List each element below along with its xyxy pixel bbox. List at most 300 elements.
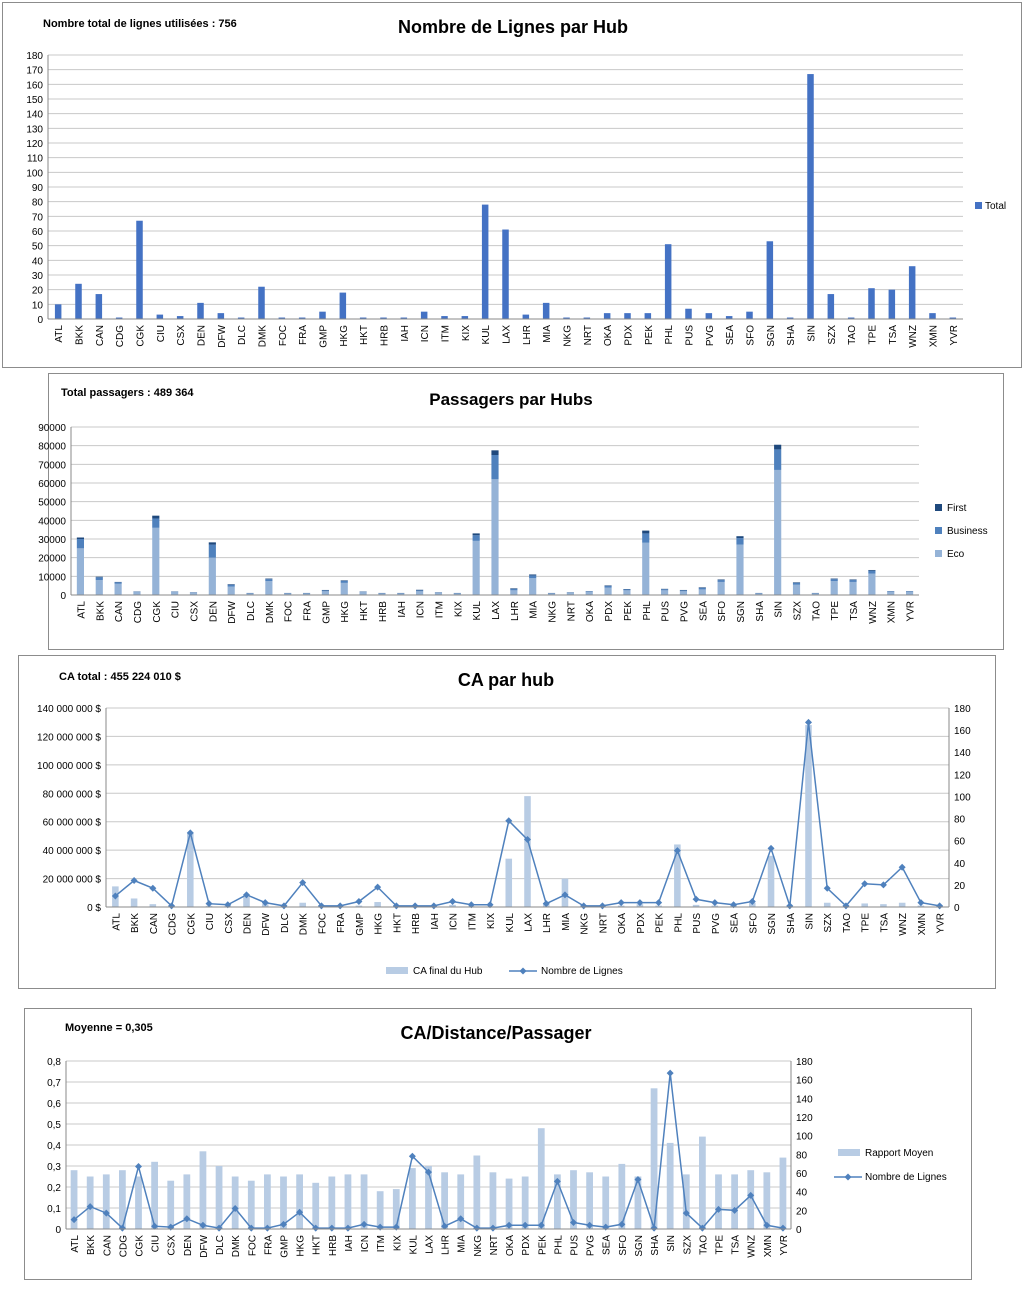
bar-eco-atl (77, 548, 84, 595)
bar-tpe (861, 903, 868, 907)
x-tick-label: DLC (215, 1235, 227, 1256)
x-tick-label: PDX (521, 1235, 533, 1256)
y-tick-label: 0 $ (87, 903, 101, 914)
bar-nkg (473, 1156, 480, 1230)
x-tick-label: TAO (841, 913, 853, 933)
bar-pek (645, 313, 652, 319)
x-tick-label: SGN (767, 913, 779, 935)
x-tick-label: DEN (196, 325, 208, 347)
legend-label: Business (947, 526, 988, 537)
x-tick-label: IAH (343, 1235, 355, 1252)
bar-hkg (374, 902, 381, 907)
y-tick-label: 0,1 (47, 1204, 61, 1215)
bar-icn (361, 1174, 368, 1229)
x-tick-label: PVG (585, 1235, 597, 1257)
bar-eco-cgk (152, 528, 159, 595)
legend-swatch (935, 527, 942, 534)
bar-sgn (768, 856, 775, 907)
bar-nrt (490, 1172, 497, 1229)
x-tick-label: CSX (176, 325, 188, 346)
bar-business-pdx (604, 586, 611, 587)
x-tick-label: WNZ (908, 325, 920, 348)
bar-sin (805, 725, 812, 907)
x-tick-label: HRB (377, 601, 389, 623)
bar-eco-bkk (96, 580, 103, 595)
x-tick-label: ATL (54, 325, 66, 343)
x-tick-label: CGK (134, 1235, 146, 1257)
x-tick-label: SIN (804, 913, 816, 930)
bar-dmk (258, 287, 265, 319)
bar-lax (524, 796, 531, 907)
bar-eco-tpe (831, 581, 838, 595)
point-pus (693, 896, 700, 903)
x-tick-label: HKT (359, 601, 371, 621)
bar-eco-szx (793, 585, 800, 595)
x-tick-label: TPE (714, 1235, 726, 1255)
y-tick-label: 130 (26, 124, 43, 136)
y-tick-label: 80 (31, 197, 43, 209)
x-tick-label: FOC (247, 1235, 259, 1257)
legend-label: Nombre de Lignes (541, 966, 623, 977)
point-sin (667, 1070, 674, 1077)
bar-first-hkg (341, 580, 348, 581)
y2-tick-label: 180 (954, 704, 971, 715)
bar-bkk (87, 1177, 94, 1230)
x-tick-label: DEN (182, 1235, 194, 1257)
x-tick-label: SHA (785, 913, 797, 934)
x-tick-label: PHL (664, 325, 676, 345)
legend-label: First (947, 503, 967, 514)
bar-pvg (706, 313, 713, 319)
x-tick-label: LHR (542, 913, 554, 934)
x-tick-label: SZX (682, 1235, 694, 1255)
x-tick-label: WNZ (867, 601, 879, 624)
x-tick-label: FOC (317, 913, 329, 935)
x-tick-label: OKA (617, 913, 629, 935)
x-tick-label: SHA (786, 325, 798, 346)
x-tick-label: FRA (263, 1235, 275, 1255)
bar-dfw (218, 313, 225, 319)
bar-business-itm (435, 593, 442, 594)
point-pek (655, 899, 662, 906)
legend-label: Rapport Moyen (865, 1148, 934, 1159)
x-tick-label: HRB (411, 913, 423, 935)
bar-business-ciu (171, 592, 178, 593)
y-tick-label: 90 (31, 183, 43, 194)
x-tick-label: LAX (501, 325, 513, 344)
bar-lax (502, 230, 509, 319)
chart-title: CA/Distance/Passager (400, 1023, 592, 1043)
y2-tick-label: 180 (796, 1057, 813, 1068)
y-tick-label: 150 (26, 95, 43, 106)
bar-business-bkk (96, 577, 103, 580)
x-tick-label: TAO (811, 601, 823, 621)
bar-business-sfo (718, 580, 725, 582)
passagers-par-hubs-chart (38, 374, 1003, 649)
x-tick-label: FRA (298, 325, 310, 345)
x-tick-label: ICN (360, 1235, 372, 1253)
bar-business-atl (77, 539, 84, 548)
y-tick-label: 80 000 000 $ (42, 789, 101, 801)
bar-fra (264, 1174, 271, 1229)
x-tick-label: NRT (598, 913, 610, 934)
x-tick-label: LAX (523, 913, 535, 932)
bar-business-mia (529, 575, 536, 578)
x-tick-label: CAN (148, 913, 160, 935)
x-tick-label: OKA (585, 601, 597, 623)
y-tick-label: 0,2 (47, 1183, 61, 1194)
x-tick-label: TAO (698, 1235, 710, 1255)
x-tick-label: HRB (327, 1235, 339, 1257)
x-tick-label: NRT (582, 325, 594, 346)
x-tick-label: SIN (773, 601, 785, 618)
bar-szx (828, 294, 835, 319)
x-tick-label: XMN (928, 325, 940, 348)
x-tick-label: CAN (102, 1235, 114, 1257)
bar-dfw (200, 1151, 207, 1229)
x-tick-label: CSX (223, 913, 235, 934)
bar-business-hkg (341, 581, 348, 583)
bar-first-lhr (510, 588, 517, 589)
x-tick-label: PVG (679, 601, 691, 623)
x-tick-label: PDX (623, 325, 635, 346)
bar-business-sgn (736, 538, 743, 545)
x-tick-label: PHL (641, 601, 653, 621)
x-tick-label: KIX (453, 601, 465, 618)
y-tick-label: 20 (31, 285, 43, 297)
bar-eco-dmk (265, 581, 272, 595)
x-tick-label: MIA (456, 1235, 468, 1253)
y-tick-label: 40 (31, 256, 43, 268)
y2-tick-label: 40 (796, 1187, 808, 1199)
bar-business-pek (623, 589, 630, 590)
bar-atl (55, 304, 62, 319)
y2-tick-label: 140 (954, 748, 971, 760)
chart-note: CA total : 455 224 010 $ (59, 671, 181, 683)
ca-par-hub-chart-panel (18, 655, 996, 989)
x-tick-label: NKG (472, 1235, 484, 1257)
y-tick-label: 120 000 000 $ (37, 732, 101, 744)
y-tick-label: 110 (27, 153, 43, 165)
bar-business-gmp (322, 590, 329, 591)
y2-tick-label: 40 (954, 858, 966, 870)
bar-cgk (136, 221, 143, 319)
x-tick-label: GMP (354, 913, 366, 936)
bar-tpe (715, 1174, 722, 1229)
x-tick-label: IAH (396, 601, 408, 618)
bar-sfo (746, 312, 753, 319)
bar-dmk (232, 1177, 239, 1230)
legend-swatch (935, 504, 942, 511)
x-tick-label: ICN (420, 325, 432, 343)
bar-itm (377, 1191, 384, 1229)
point-cgk (135, 1163, 142, 1170)
x-tick-label: LAX (424, 1235, 436, 1254)
x-tick-label: MIA (528, 601, 540, 619)
y-tick-label: 0,8 (47, 1057, 61, 1068)
x-tick-label: PVG (704, 325, 716, 347)
x-tick-label: SEA (729, 913, 741, 934)
x-tick-label: SHA (650, 1235, 662, 1256)
bar-eco-can (115, 584, 122, 595)
x-tick-label: TSA (887, 325, 899, 345)
bar-first-dmk (265, 579, 272, 580)
bar-business-den (209, 545, 216, 558)
y2-tick-label: 100 (796, 1131, 813, 1143)
x-tick-label: SGN (765, 325, 777, 347)
x-tick-label: NRT (566, 601, 578, 622)
x-tick-label: TSA (849, 601, 861, 621)
x-tick-label: HKT (392, 913, 404, 933)
bar-business-yvr (906, 591, 913, 592)
point-nkg (580, 902, 587, 909)
x-tick-label: HKG (338, 325, 350, 347)
bar-first-dfw (228, 584, 235, 585)
bar-eco-pdx (604, 588, 611, 595)
x-tick-label: DMK (231, 1235, 243, 1258)
x-tick-label: PEK (537, 1235, 549, 1256)
x-tick-label: DMK (264, 601, 276, 624)
bar-first-tsa (849, 580, 856, 581)
bar-hkg (296, 1174, 303, 1229)
point-sha (786, 902, 793, 909)
bar-eco-sfo (718, 582, 725, 595)
bar-pdx (522, 1177, 529, 1230)
x-tick-label: LAX (491, 601, 502, 620)
x-tick-label: FRA (302, 601, 314, 621)
x-tick-label: CIU (205, 913, 217, 931)
x-tick-label: TAO (847, 325, 859, 345)
bar-eco-phl (642, 543, 649, 595)
y2-tick-label: 120 (796, 1113, 813, 1124)
y-tick-label: 70 (31, 212, 43, 224)
x-tick-label: XMN (762, 1235, 774, 1258)
point-pvg (711, 899, 718, 906)
x-tick-label: CDG (118, 1235, 130, 1258)
bar-first-sgn (736, 536, 743, 538)
y-tick-label: 90000 (38, 423, 66, 434)
x-tick-label: NKG (562, 325, 574, 347)
bar-eco-hkg (341, 583, 348, 595)
bar-eco-lax (491, 479, 498, 595)
x-tick-label: BKK (86, 1235, 98, 1256)
bar-first-sea (699, 587, 706, 588)
bar-yvr (780, 1158, 787, 1229)
bar-bkk (131, 898, 138, 907)
y-tick-label: 10000 (38, 572, 66, 584)
x-tick-label: ATL (76, 601, 88, 619)
x-tick-label: ICN (448, 913, 460, 931)
y-tick-label: 0,6 (47, 1099, 61, 1110)
bar-szx (683, 1174, 690, 1229)
bar-tsa (731, 1174, 738, 1229)
bar-business-pvg (680, 590, 687, 591)
point-yvr (936, 902, 943, 909)
x-tick-label: CAN (94, 325, 106, 347)
x-tick-label: FRA (336, 913, 348, 933)
bar-phl (665, 244, 672, 319)
x-tick-label: NKG (579, 913, 591, 935)
x-tick-label: LHR (521, 325, 533, 346)
x-tick-label: XMN (886, 601, 898, 624)
x-tick-label: DFW (227, 601, 239, 624)
bar-hkg (340, 293, 347, 319)
bar-kul (505, 859, 512, 907)
bar-business-pus (661, 589, 668, 590)
y2-tick-label: 120 (954, 770, 971, 782)
y-tick-label: 60 000 000 $ (42, 817, 101, 829)
x-tick-label: TPE (830, 601, 842, 621)
y2-tick-label: 140 (796, 1094, 813, 1106)
x-tick-label: PEK (654, 913, 666, 934)
bar-first-cgk (152, 516, 159, 519)
y2-tick-label: 80 (796, 1150, 808, 1162)
x-tick-label: GMP (321, 601, 333, 624)
x-tick-label: PUS (684, 325, 696, 346)
legend-diamond (845, 1174, 852, 1181)
bar-business-tpe (831, 579, 838, 581)
bar-can (103, 1174, 110, 1229)
bar-eco-pus (661, 590, 668, 595)
x-tick-label: MIA (560, 913, 572, 931)
x-tick-label: XMN (916, 913, 928, 936)
x-tick-label: TPE (860, 913, 872, 933)
x-tick-label: SFO (745, 325, 757, 346)
point-iah (430, 902, 437, 909)
x-tick-label: TPE (867, 325, 879, 345)
bar-sea (602, 1177, 609, 1230)
x-tick-label: SEA (601, 1235, 613, 1256)
bar-eco-mia (529, 578, 536, 595)
bar-eco-dfw (228, 587, 235, 595)
bar-first-kul (473, 533, 480, 535)
lignes-par-hub-chart (3, 3, 1021, 367)
x-tick-label: YVR (778, 1235, 790, 1256)
y-tick-label: 140 (26, 109, 43, 121)
x-tick-label: DMK (298, 913, 310, 936)
x-tick-label: FOC (277, 325, 289, 347)
y-tick-label: 0,3 (47, 1162, 61, 1173)
x-tick-label: YVR (905, 601, 917, 622)
x-tick-label: GMP (279, 1235, 291, 1258)
bar-oka (506, 1179, 513, 1229)
x-tick-label: DFW (198, 1235, 210, 1258)
bar-business-kul (473, 535, 480, 541)
x-tick-label: KUL (504, 913, 516, 933)
x-tick-label: PDX (604, 601, 616, 622)
y2-tick-label: 20 (796, 1206, 808, 1218)
x-tick-label: SGN (633, 1235, 645, 1257)
x-tick-label: DFW (216, 325, 228, 348)
bar-business-szx (793, 583, 800, 585)
bar-hrb (328, 1177, 335, 1230)
chart-note: Nombre total de lignes utilisées : 756 (43, 18, 237, 30)
x-tick-label: PHL (553, 1235, 565, 1255)
x-tick-label: SZX (792, 601, 804, 621)
bar-first-wnz (868, 570, 875, 571)
x-tick-label: YVR (948, 325, 960, 346)
x-tick-label: YVR (935, 913, 947, 934)
point-icn (449, 898, 456, 905)
bar-cgk (135, 1177, 142, 1230)
legend-swatch (838, 1149, 860, 1156)
bar-wnz (899, 903, 906, 907)
y-tick-label: 10 (31, 300, 43, 312)
bar-mia (543, 303, 550, 319)
x-tick-label: PHL (673, 913, 685, 933)
legend-swatch (975, 202, 982, 209)
ca-par-hub-chart (19, 656, 995, 988)
point-sin (805, 719, 812, 726)
x-tick-label: SEA (698, 601, 710, 622)
x-tick-label: OKA (505, 1235, 517, 1257)
bar-eco-lhr (510, 590, 517, 595)
bar-business-dfw (228, 585, 235, 587)
x-tick-label: KUL (481, 325, 493, 345)
y2-tick-label: 60 (954, 836, 966, 848)
bar-szx (824, 903, 831, 907)
bar-business-icn (416, 590, 423, 591)
bar-dlc (216, 1166, 223, 1229)
y-tick-label: 60 (31, 227, 43, 238)
x-tick-label: ICN (415, 601, 427, 619)
y-tick-label: 20 000 000 $ (42, 874, 101, 886)
x-tick-label: SEA (725, 325, 737, 346)
point-xmn (917, 899, 924, 906)
x-tick-label: SFO (717, 601, 729, 622)
bar-hkt (312, 1183, 319, 1229)
bar-eco-pek (623, 590, 630, 595)
chart-title: Passagers par Hubs (429, 390, 593, 409)
bar-eco-kul (473, 541, 480, 595)
y-tick-label: 70000 (38, 460, 66, 472)
bar-first-mia (529, 574, 536, 575)
x-tick-label: CIU (155, 325, 167, 343)
bar-business-lhr (510, 589, 517, 590)
bar-pvg (586, 1172, 593, 1229)
x-tick-label: LHR (509, 601, 521, 622)
x-tick-label: CSX (166, 1235, 178, 1256)
bar-tao (699, 1137, 706, 1229)
bar-tpe (868, 288, 875, 319)
legend-label: Total (985, 201, 1007, 212)
bar-kul (482, 205, 489, 319)
x-tick-label: CIU (150, 1235, 162, 1253)
y-tick-label: 120 (26, 139, 43, 150)
x-tick-label: SFO (617, 1235, 629, 1256)
x-tick-label: DLC (246, 601, 258, 622)
x-tick-label: TSA (730, 1235, 742, 1255)
bar-lhr (523, 315, 530, 319)
x-tick-label: ITM (467, 913, 479, 931)
ca-distance-passager-chart (25, 1009, 971, 1279)
y2-tick-label: 0 (954, 903, 960, 914)
bar-business-sea (699, 588, 706, 589)
x-tick-label: CDG (132, 601, 144, 624)
x-tick-label: PEK (622, 601, 634, 622)
x-tick-label: ITM (376, 1235, 388, 1253)
y-tick-label: 30 (31, 271, 43, 282)
y-tick-label: 100 000 000 $ (37, 760, 101, 772)
y2-tick-label: 160 (954, 726, 971, 738)
legend-label: CA final du Hub (413, 966, 483, 977)
x-tick-label: HKG (295, 1235, 307, 1257)
y-tick-label: 40000 (38, 516, 66, 528)
y2-tick-label: 0 (796, 1225, 802, 1236)
x-tick-label: IAH (399, 325, 411, 342)
x-tick-label: TSA (879, 913, 891, 933)
x-tick-label: PUS (692, 913, 704, 934)
